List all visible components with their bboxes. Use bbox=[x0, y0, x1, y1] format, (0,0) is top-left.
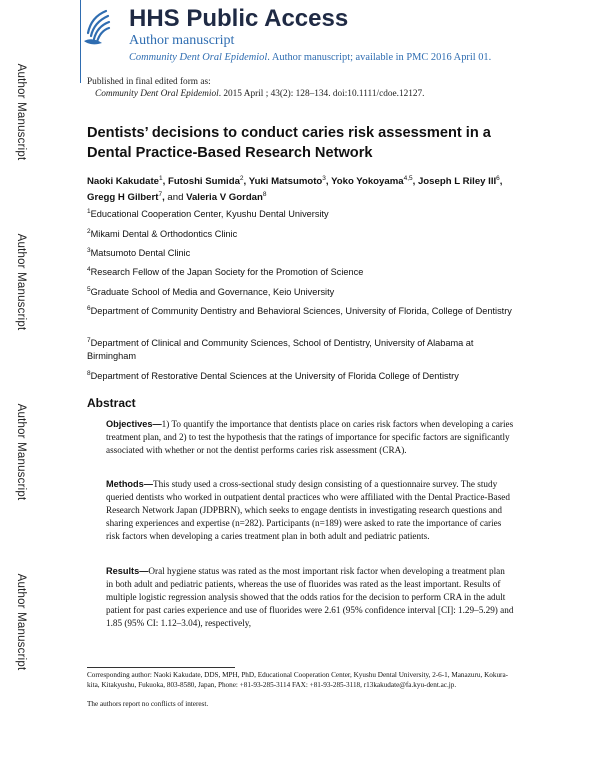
affil-sup: 6 bbox=[87, 305, 91, 312]
publication-info bbox=[87, 76, 425, 100]
affiliation bbox=[87, 206, 512, 221]
author-affil-sup: 4,5 bbox=[403, 175, 413, 182]
journal-availability bbox=[129, 51, 491, 65]
affil-text: Department of Restorative Dental Sciences at the University of Florida College of Dentistry bbox=[90, 371, 459, 382]
author-name: Futoshi Sumida bbox=[167, 176, 240, 188]
sidebar-label: Author Manuscript bbox=[15, 403, 27, 501]
affil-text: Educational Cooperation Center, Kyushu Dental University bbox=[90, 209, 329, 220]
affil-text: Graduate School of Media and Governance, Keio University bbox=[90, 287, 335, 298]
affil-sup: 5 bbox=[87, 286, 91, 293]
affil-sup: 2 bbox=[87, 228, 91, 235]
affiliation bbox=[87, 226, 512, 241]
author-and: and bbox=[167, 192, 184, 204]
author-affil-sup: 1 bbox=[158, 175, 163, 182]
author-affil-sup: 6 bbox=[496, 175, 500, 182]
author-affil-sup: 3 bbox=[322, 175, 326, 182]
author-name: Valeria V Gordan bbox=[186, 192, 263, 204]
corresponding-author-footnote: Corresponding author: Naoki Kakudate, DDS, MPH, PhD, Educational Cooperation Center, Kyushu Dental University, 2-6-1, Manazuru, Kokura-kita, Kitakyushu, Fukuoka, 803-8580, Japan, Phone: +81-93-285-3114 FAX: +81-93-285-3118, r13kakudate@fa.kyu-dent.ac.jp. bbox=[87, 671, 509, 689]
citation bbox=[87, 88, 425, 100]
abstract-objectives bbox=[106, 418, 514, 457]
affil-sup: 3 bbox=[87, 247, 91, 254]
journal-name: Community Dent Oral Epidemiol bbox=[129, 52, 268, 63]
sidebar-label: Author Manuscript bbox=[15, 573, 27, 671]
affiliation bbox=[87, 368, 512, 383]
objectives-text: 1) To quantify the importance that dentists place on caries risk factors when developing a caries treatment plan, and 2) to test the hypothesis that the ratings of importance for specific factors are significantly associated with whether or not the dentist performs caries risk assessment (CRA). bbox=[106, 419, 514, 455]
affiliation bbox=[87, 264, 512, 279]
citation-journal: Community Dent Oral Epidemiol bbox=[95, 89, 219, 99]
hhs-eagle-logo-icon bbox=[80, 5, 112, 49]
author-name: Joseph L Riley III bbox=[417, 176, 497, 188]
author-affil-sup: 8 bbox=[262, 191, 267, 199]
article-title: Dentists’ decisions to conduct caries risk assessment in a Dental Practice-Based Research Network bbox=[87, 125, 491, 161]
availability-text: . Author manuscript; available in PMC 2016 April 01. bbox=[267, 52, 492, 63]
abstract-results bbox=[106, 565, 514, 630]
affil-text: Department of Clinical and Community Sciences, School of Dentistry, University of Alabama at Birmingham bbox=[87, 338, 474, 361]
results-label: Results— bbox=[106, 566, 149, 576]
affil-sup: 7 bbox=[87, 337, 91, 344]
author-manuscript-label: Author manuscript bbox=[129, 33, 235, 48]
affil-text: Research Fellow of the Japan Society for the Promotion of Science bbox=[90, 267, 364, 278]
methods-text: This study used a cross-sectional study design consisting of a questionnaire survey. The study queried dentists who worked in outpatient dental practices who were affiliated with the Dental Practice-Based Research Network Japan (JDPBRN), which seeks to engage dentists in investigating research questions and sharing experiences and expertise (n=282). Participants (n=189) were asked to rate the importance of caries risk factors when developing a caries treatment plan in both adult and pediatric patients. bbox=[106, 479, 510, 541]
author-affil-sup: 2 bbox=[239, 175, 244, 182]
abstract-methods bbox=[106, 478, 514, 543]
results-text: Oral hygiene status was rated as the most important risk factor when developing a treatment plan in both adult and pediatric patients, whereas the use of fluorides was rated as the least important. Results of multiple logistic regression analysis showed that the odds ratios for the decision to perform CRA in the adult patient for past caries experience and use of fluorides were 2.61 (95% confidence interval [CI]: 1.29–5.29) and 1.85 (95% CI: 1.12–3.04), respectively, bbox=[106, 566, 514, 628]
edited-form-label: Published in final edited form as: bbox=[87, 77, 211, 87]
author-name: Naoki Kakudate bbox=[87, 176, 159, 188]
affiliation bbox=[87, 335, 512, 362]
affiliation bbox=[87, 303, 512, 318]
footnote-rule bbox=[87, 667, 235, 668]
affil-text: Mikami Dental & Orthodontics Clinic bbox=[90, 229, 238, 240]
objectives-label: Objectives— bbox=[106, 419, 162, 429]
abstract-heading: Abstract bbox=[87, 396, 136, 410]
author-name: Yuki Matsumoto bbox=[248, 176, 323, 188]
affiliation bbox=[87, 284, 512, 299]
author-affil-sup: 7 bbox=[158, 191, 163, 199]
affil-text: Department of Community Dentistry and Behavioral Sciences, University of Florida, College of Dentistry bbox=[90, 306, 512, 317]
affil-text: Matsumoto Dental Clinic bbox=[90, 248, 191, 259]
methods-label: Methods— bbox=[106, 479, 153, 489]
hhs-title: HHS Public Access bbox=[129, 5, 349, 32]
affil-sup: 1 bbox=[87, 208, 91, 215]
sidebar-label: Author Manuscript bbox=[15, 233, 27, 331]
affil-sup: 8 bbox=[87, 370, 91, 377]
author-list: Naoki Kakudate$^1$, Futoshi Sumida$^2$, Yuki Matsumoto$^3$, Yoko Yokoyama$^{4,5}$, Joseph L Riley III$^6$, Gregg H Gilbert$^7$, and Valeria V Gordan$^8$ bbox=[87, 175, 503, 204]
hhs-header bbox=[129, 6, 491, 65]
citation-details: . 2015 April ; 43(2): 128–134. doi:10.1111/cdoe.12127. bbox=[218, 89, 425, 99]
sidebar-label: Author Manuscript bbox=[15, 63, 27, 161]
affiliation bbox=[87, 245, 512, 260]
conflicts-footnote: The authors report no conflicts of interest. bbox=[87, 700, 209, 708]
affil-sup: 4 bbox=[87, 266, 91, 273]
author-name: Gregg H Gilbert bbox=[87, 192, 159, 204]
author-manuscript-sidebar bbox=[0, 0, 42, 776]
author-name: Yoko Yokoyama bbox=[331, 176, 404, 188]
